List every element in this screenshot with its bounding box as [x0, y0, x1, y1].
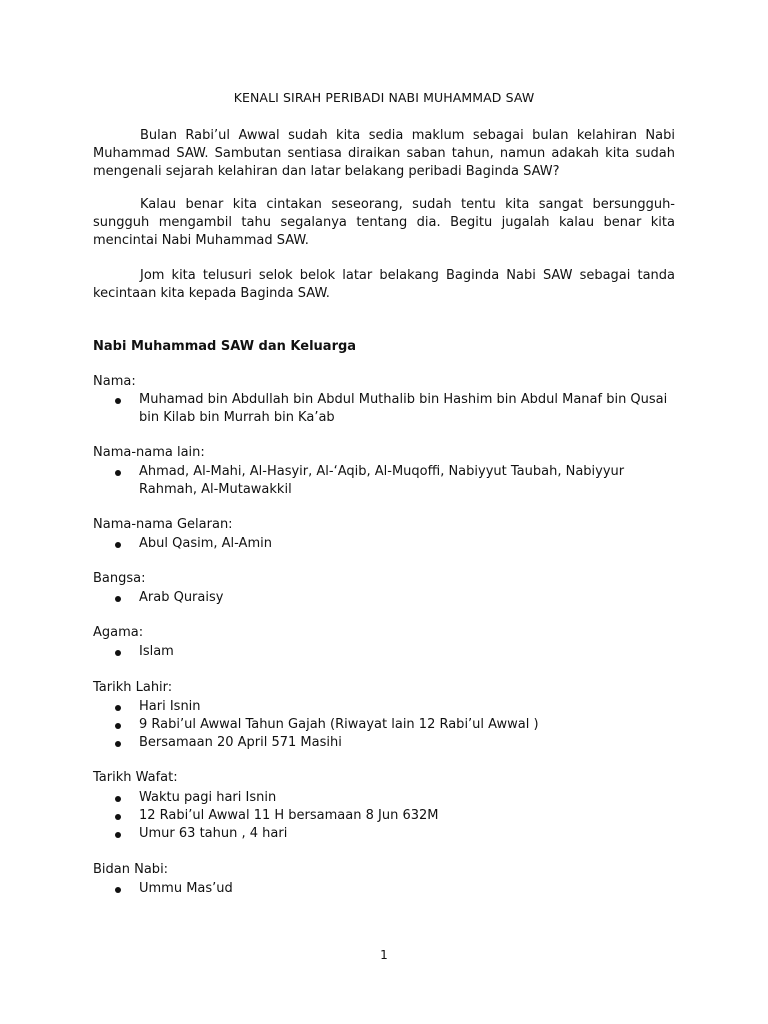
bullet-icon [115, 398, 121, 404]
intro-paragraph-2: Kalau benar kita cintakan seseorang, sudah tentu kita sangat bersungguh-sungguh mengambil tahu segalanya tentang dia. Begitu jugalah kalau benar kita mencintai Nabi Muhammad SAW. [93, 197, 675, 249]
list-agama [93, 643, 675, 661]
bullet-icon [115, 596, 121, 602]
bullet-icon [115, 741, 121, 747]
bullet-icon [115, 705, 121, 711]
label-tarikh-lahir: Tarikh Lahir: [93, 680, 173, 695]
list-nama [93, 391, 675, 427]
list-item: Waktu pagi hari Isnin [93, 789, 675, 807]
list-item: Ummu Mas’ud [93, 880, 675, 898]
list-item: Abul Qasim, Al-Amin [93, 535, 675, 553]
bullet-icon [115, 723, 121, 729]
list-nama-lain [93, 463, 675, 499]
bullet-icon [115, 814, 121, 820]
list-item: Arab Quraisy [93, 589, 675, 607]
intro-paragraph-1: Bulan Rabi’ul Awwal sudah kita sedia maklum sebagai bulan kelahiran Nabi Muhammad SAW. Sambutan sentiasa diraikan saban tahun, namun adakah kita sudah mengenali sejarah kelahiran dan latar belakang peribadi Baginda SAW? [93, 128, 675, 180]
list-item: Bersamaan 20 April 571 Masihi [93, 734, 675, 752]
list-item: Ahmad, Al-Mahi, Al-Hasyir, Al-‘Aqib, Al-Muqoffi, Nabiyyut Taubah, Nabiyyur Rahmah, Al-Mutawakkil [93, 463, 675, 499]
list-bidan-nabi [93, 880, 675, 898]
list-item: Muhamad bin Abdullah bin Abdul Muthalib bin Hashim bin Abdul Manaf bin Qusai bin Kilab bin Murrah bin Ka’ab [93, 391, 675, 427]
bullet-icon [115, 470, 121, 476]
label-gelaran: Nama-nama Gelaran: [93, 517, 233, 532]
list-item: Islam [93, 643, 675, 661]
section-heading: Nabi Muhammad SAW dan Keluarga [93, 339, 357, 354]
page-number: 1 [380, 948, 388, 962]
intro-paragraph-3: Jom kita telusuri selok belok latar belakang Baginda Nabi SAW sebagai tanda kecintaan kita kepada Baginda SAW. [93, 268, 675, 302]
bullet-icon [115, 542, 121, 548]
label-bangsa: Bangsa: [93, 571, 146, 586]
bullet-icon [115, 832, 121, 838]
list-gelaran [93, 535, 675, 553]
label-agama: Agama: [93, 625, 144, 640]
list-tarikh-lahir [93, 698, 675, 753]
label-nama-lain: Nama-nama lain: [93, 445, 205, 460]
list-item: Hari Isnin [93, 698, 675, 716]
document-title: KENALI SIRAH PERIBADI NABI MUHAMMAD SAW [233, 90, 535, 105]
label-nama: Nama: [93, 374, 136, 389]
list-bangsa [93, 589, 675, 607]
list-item: Umur 63 tahun , 4 hari [93, 825, 675, 843]
list-item: 9 Rabi’ul Awwal Tahun Gajah (Riwayat lain 12 Rabi’ul Awwal ) [93, 716, 675, 734]
bullet-icon [115, 650, 121, 656]
label-tarikh-wafat: Tarikh Wafat: [93, 770, 178, 785]
bullet-icon [115, 796, 121, 802]
label-bidan-nabi: Bidan Nabi: [93, 862, 169, 877]
list-tarikh-wafat [93, 789, 675, 844]
list-item: 12 Rabi’ul Awwal 11 H bersamaan 8 Jun 632M [93, 807, 675, 825]
bullet-icon [115, 887, 121, 893]
